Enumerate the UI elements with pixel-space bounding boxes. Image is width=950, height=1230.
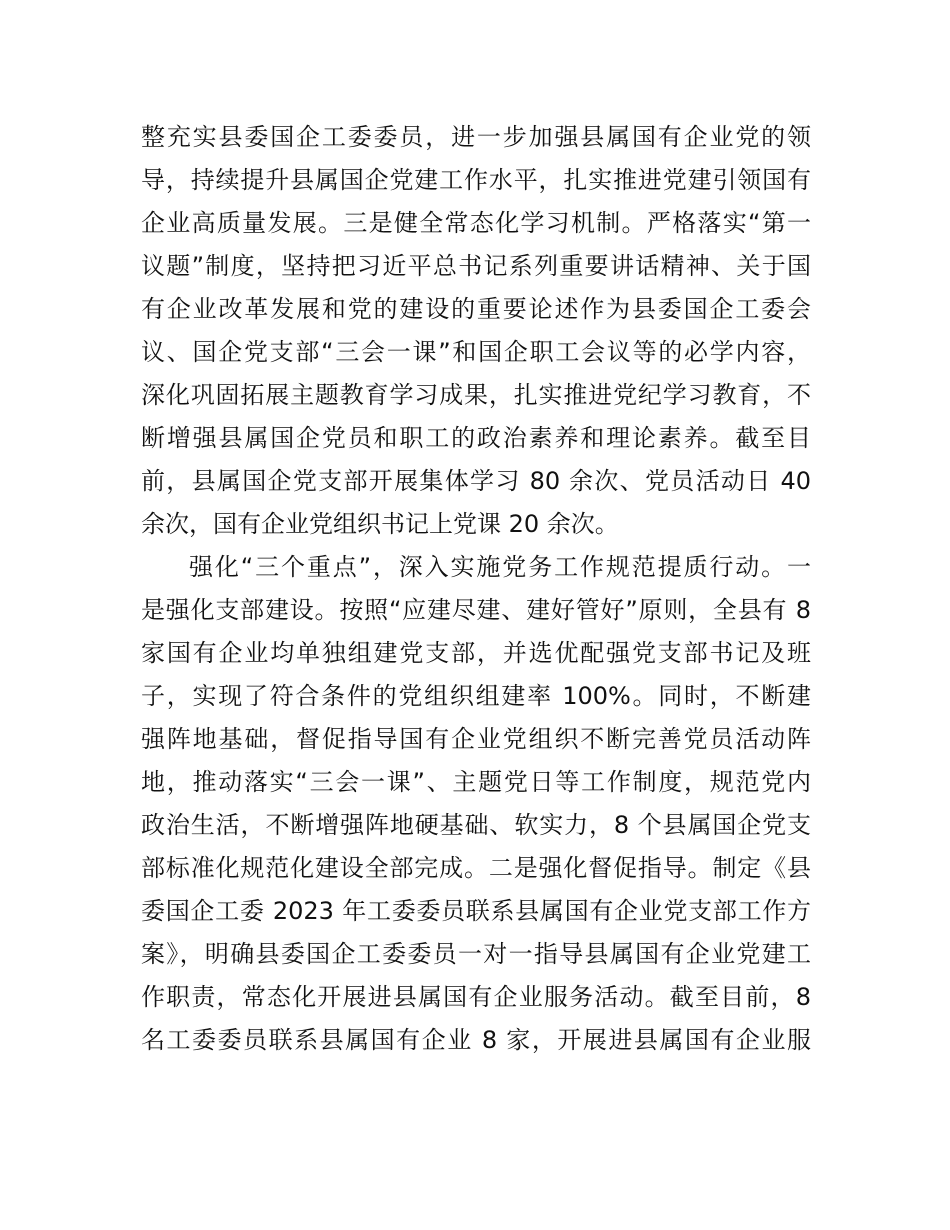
- text-line: 导，持续提升县属国企党建工作水平，扎实推进党建引领国有: [141, 166, 811, 194]
- text-line: 深化巩固拓展主题教育学习成果，扎实推进党纪学习教育，不: [141, 381, 811, 409]
- text-line: 作职责，常态化开展进县属国有企业服务活动。截至目前，8: [141, 983, 811, 1011]
- text-line: 企业高质量发展。三是健全常态化学习机制。严格落实“第一: [141, 209, 811, 237]
- text-line: 是强化支部建设。按照“应建尽建、建好管好”原则，全县有 8: [141, 596, 811, 624]
- text-line: 余次，国有企业党组织书记上党课 20 余次。: [141, 510, 619, 538]
- text-line: 委国企工委 2023 年工委委员联系县属国有企业党支部工作方: [141, 897, 811, 925]
- text-line: 断增强县属国企党员和职工的政治素养和理论素养。截至目: [141, 424, 811, 452]
- text-line: 强化“三个重点”，深入实施党务工作规范提质行动。一: [189, 553, 811, 581]
- text-line: 整充实县委国企工委委员，进一步加强县属国有企业党的领: [141, 123, 811, 151]
- text-line: 议题”制度，坚持把习近平总书记系列重要讲话精神、关于国: [141, 252, 811, 280]
- text-line: 子，实现了符合条件的党组织组建率 100%。同时，不断建: [141, 682, 811, 710]
- text-line: 地，推动落实“三会一课”、主题党日等工作制度，规范党内: [141, 768, 811, 796]
- text-line: 前，县属国企党支部开展集体学习 80 余次、党员活动日 40: [141, 467, 811, 495]
- text-line: 家国有企业均单独组建党支部，并选优配强党支部书记及班: [141, 639, 811, 667]
- text-line: 案》，明确县委国企工委委员一对一指导县属国有企业党建工: [141, 940, 811, 968]
- text-line: 名工委委员联系县属国有企业 8 家，开展进县属国有企业服: [141, 1026, 811, 1054]
- text-line: 政治生活，不断增强阵地硬基础、软实力，8 个县属国企党支: [141, 811, 811, 839]
- text-line: 议、国企党支部“三会一课”和国企职工会议等的必学内容，: [141, 338, 811, 366]
- text-line: 有企业改革发展和党的建设的重要论述作为县委国企工委会: [141, 295, 811, 323]
- text-line: 强阵地基础，督促指导国有企业党组织不断完善党员活动阵: [141, 725, 811, 753]
- text-line: 部标准化规范化建设全部完成。二是强化督促指导。制定《县: [141, 854, 811, 882]
